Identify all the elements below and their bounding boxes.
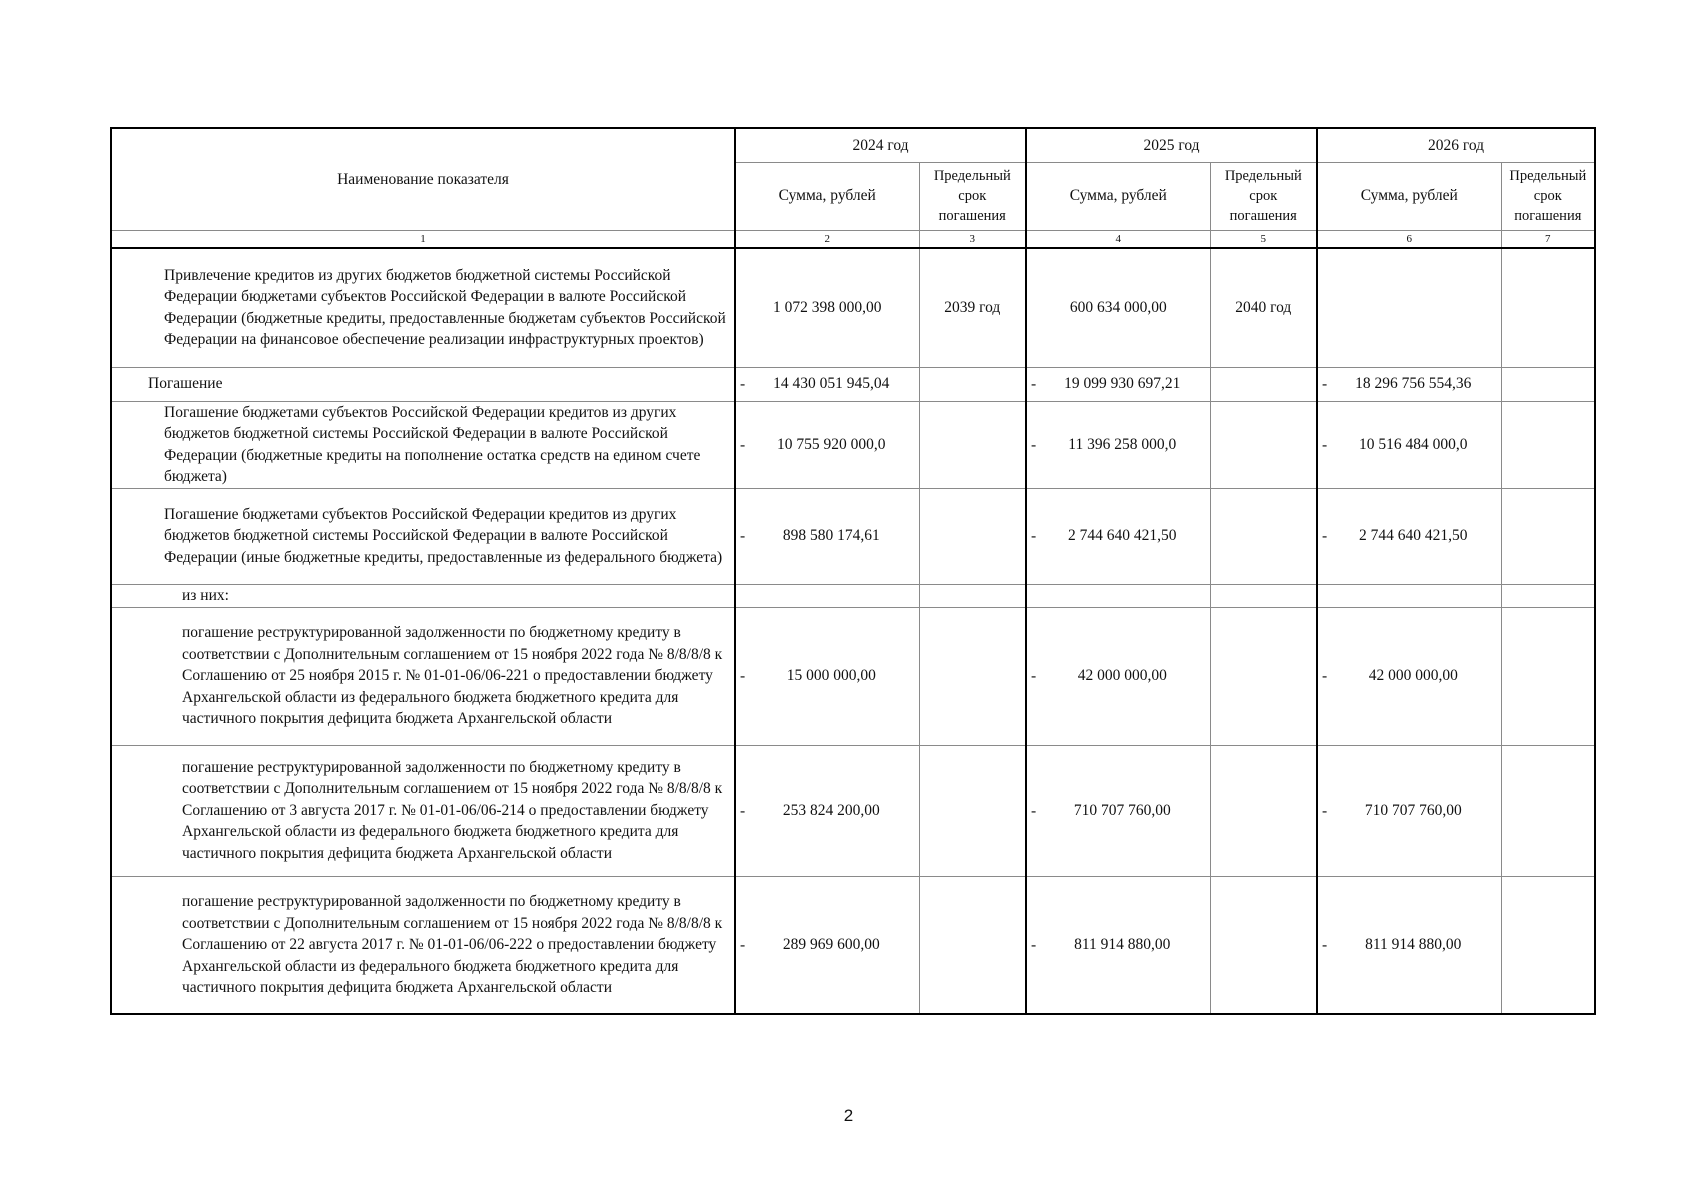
minus-sign: - <box>740 527 746 545</box>
sum-value: 42 000 000,00 <box>1368 667 1458 685</box>
sum-value: 18 296 756 554,36 <box>1355 375 1472 393</box>
term-2024 <box>919 745 1026 876</box>
term-2025 <box>1210 488 1317 584</box>
minus-sign: - <box>1322 936 1328 953</box>
header-term-2024: Предельный срок погашения <box>919 162 1026 230</box>
sum-2025 <box>1026 367 1210 401</box>
sum-2025 <box>1026 607 1210 745</box>
sum-2026 <box>1317 876 1501 1014</box>
row-description: из них: <box>111 584 735 607</box>
sum-2024 <box>735 488 919 584</box>
term-2026 <box>1501 876 1595 1014</box>
sum-2024 <box>735 607 919 745</box>
sum-value: 11 396 258 000,0 <box>1068 435 1177 453</box>
column-numbers-row <box>111 230 1595 248</box>
sum-2026 <box>1317 248 1501 367</box>
sum-2025 <box>1026 745 1210 876</box>
header-term-2026: Предельный срок погашения <box>1501 162 1595 230</box>
col-number: 6 <box>1317 230 1501 248</box>
minus-sign: - <box>1031 435 1037 453</box>
sum-value: 811 914 880,00 <box>1074 936 1171 953</box>
term-2026 <box>1501 745 1595 876</box>
term-2024 <box>919 401 1026 488</box>
sum-2026 <box>1317 401 1501 488</box>
sum-value: 15 000 000,00 <box>786 667 876 685</box>
term-2025 <box>1210 745 1317 876</box>
row-description: Привлечение кредитов из других бюджетов бюджетной системы Российской Федерации бюджетами субъектов Российской Федерации в валюте Российской Федерации (бюджетные кредиты, предоставленные бюджетам субъектов Российской Федерации на финансовое обеспечение реализации инфраструктурных проектов) <box>111 248 735 367</box>
header-sum-2025: Сумма, рублей <box>1026 162 1210 230</box>
sum-value: 10 516 484 000,0 <box>1359 435 1468 453</box>
sum-value: 10 755 920 000,0 <box>777 435 886 453</box>
header-year-2024: 2024 год <box>735 128 1026 162</box>
header-sum-2026: Сумма, рублей <box>1317 162 1501 230</box>
sum-2024 <box>735 401 919 488</box>
header-row-years <box>111 128 1595 162</box>
sum-2024 <box>735 367 919 401</box>
sum-2026 <box>1317 488 1501 584</box>
sum-2025 <box>1026 876 1210 1014</box>
minus-sign: - <box>1031 375 1037 393</box>
sum-value: 2 744 640 421,50 <box>1359 527 1468 545</box>
term-2024: 2039 год <box>919 248 1026 367</box>
table-row <box>111 488 1595 584</box>
col-number: 4 <box>1026 230 1210 248</box>
term-2024 <box>919 607 1026 745</box>
minus-sign: - <box>1031 801 1037 819</box>
row-description: погашение реструктурированной задолженности по бюджетному кредиту в соответствии с Дополнительным соглашением от 15 ноября 2022 года № 8/8/8/8 к Соглашению от 22 августа 2017 г. № 01-01-06/06-222 о предоставлении бюджету Архангельской области из федерального бюджета бюджетного кредита для частичного покрытия дефицита бюджета Архангельской области <box>111 876 735 1014</box>
minus-sign: - <box>740 435 746 453</box>
row-description: Погашение бюджетами субъектов Российской Федерации кредитов из других бюджетов бюджетной системы Российской Федерации в валюте Российской Федерации (бюджетные кредиты на пополнение остатка средств на едином счете бюджета) <box>111 401 735 488</box>
term-2025 <box>1210 401 1317 488</box>
header-year-2025: 2025 год <box>1026 128 1317 162</box>
sum-value: 289 969 600,00 <box>782 936 880 953</box>
minus-sign: - <box>740 667 746 685</box>
header-year-2026: 2026 год <box>1317 128 1595 162</box>
budget-table <box>110 127 1596 1015</box>
table-row <box>111 745 1595 876</box>
term-2024 <box>919 488 1026 584</box>
term-2025: 2040 год <box>1210 248 1317 367</box>
col-number: 7 <box>1501 230 1595 248</box>
sum-2025 <box>1026 401 1210 488</box>
sum-2024 <box>735 876 919 1014</box>
term-2024 <box>919 367 1026 401</box>
row-description: погашение реструктурированной задолженности по бюджетному кредиту в соответствии с Дополнительным соглашением от 15 ноября 2022 года № 8/8/8/8 к Соглашению от 25 ноября 2015 г. № 01-01-06/06-221 о предоставлении бюджету Архангельской области из федерального бюджета бюджетного кредита для частичного покрытия дефицита бюджета Архангельской области <box>111 607 735 745</box>
minus-sign: - <box>1031 527 1037 545</box>
row-description: погашение реструктурированной задолженности по бюджетному кредиту в соответствии с Дополнительным соглашением от 15 ноября 2022 года № 8/8/8/8 к Соглашению от 3 августа 2017 г. № 01-01-06/06-214 о предоставлении бюджету Архангельской области из федерального бюджета бюджетного кредита для частичного покрытия дефицита бюджета Архангельской области <box>111 745 735 876</box>
header-sum-2024: Сумма, рублей <box>735 162 919 230</box>
term-2026 <box>1501 401 1595 488</box>
sum-2025: 600 634 000,00 <box>1026 248 1210 367</box>
row-description: Погашение бюджетами субъектов Российской Федерации кредитов из других бюджетов бюджетной системы Российской Федерации в валюте Российской Федерации (иные бюджетные кредиты, предоставленные из федерального бюджета) <box>111 488 735 584</box>
term-2024 <box>919 876 1026 1014</box>
sum-value: 253 824 200,00 <box>782 801 880 819</box>
term-2025 <box>1210 607 1317 745</box>
table-row <box>111 248 1595 367</box>
sum-value: 19 099 930 697,21 <box>1064 375 1181 393</box>
sum-value: 2 744 640 421,50 <box>1068 527 1177 545</box>
minus-sign: - <box>1322 667 1328 685</box>
sum-2026 <box>1317 367 1501 401</box>
minus-sign: - <box>1031 936 1037 953</box>
sum-value: 710 707 760,00 <box>1073 801 1171 819</box>
term-2025 <box>1210 367 1317 401</box>
table-row <box>111 584 1595 607</box>
page-number: 2 <box>843 1106 854 1125</box>
sum-value: 898 580 174,61 <box>782 527 880 545</box>
sum-value: 14 430 051 945,04 <box>773 375 890 393</box>
header-term-2025: Предельный срок погашения <box>1210 162 1317 230</box>
col-number: 2 <box>735 230 919 248</box>
header-name: Наименование показателя <box>111 128 735 230</box>
minus-sign: - <box>1322 375 1328 393</box>
table-row <box>111 401 1595 488</box>
row-description: Погашение <box>111 367 735 401</box>
minus-sign: - <box>740 375 746 393</box>
col-number: 1 <box>111 230 735 248</box>
term-2025 <box>1210 876 1317 1014</box>
sum-2024: 1 072 398 000,00 <box>735 248 919 367</box>
term-2026 <box>1501 607 1595 745</box>
sum-2026 <box>1317 607 1501 745</box>
term-2026 <box>1501 488 1595 584</box>
sum-2026 <box>1317 745 1501 876</box>
term-2026 <box>1501 367 1595 401</box>
table-row <box>111 876 1595 1014</box>
minus-sign: - <box>1322 801 1328 819</box>
table-row <box>111 607 1595 745</box>
sum-value: 42 000 000,00 <box>1077 667 1167 685</box>
term-2026 <box>1501 248 1595 367</box>
minus-sign: - <box>1322 527 1328 545</box>
sum-2024 <box>735 745 919 876</box>
minus-sign: - <box>740 801 746 819</box>
table-row <box>111 367 1595 401</box>
minus-sign: - <box>1322 435 1328 453</box>
minus-sign: - <box>1031 667 1037 685</box>
minus-sign: - <box>740 936 746 953</box>
col-number: 3 <box>919 230 1026 248</box>
sum-value: 710 707 760,00 <box>1364 801 1462 819</box>
sum-value: 811 914 880,00 <box>1365 936 1462 953</box>
sum-2025 <box>1026 488 1210 584</box>
col-number: 5 <box>1210 230 1317 248</box>
